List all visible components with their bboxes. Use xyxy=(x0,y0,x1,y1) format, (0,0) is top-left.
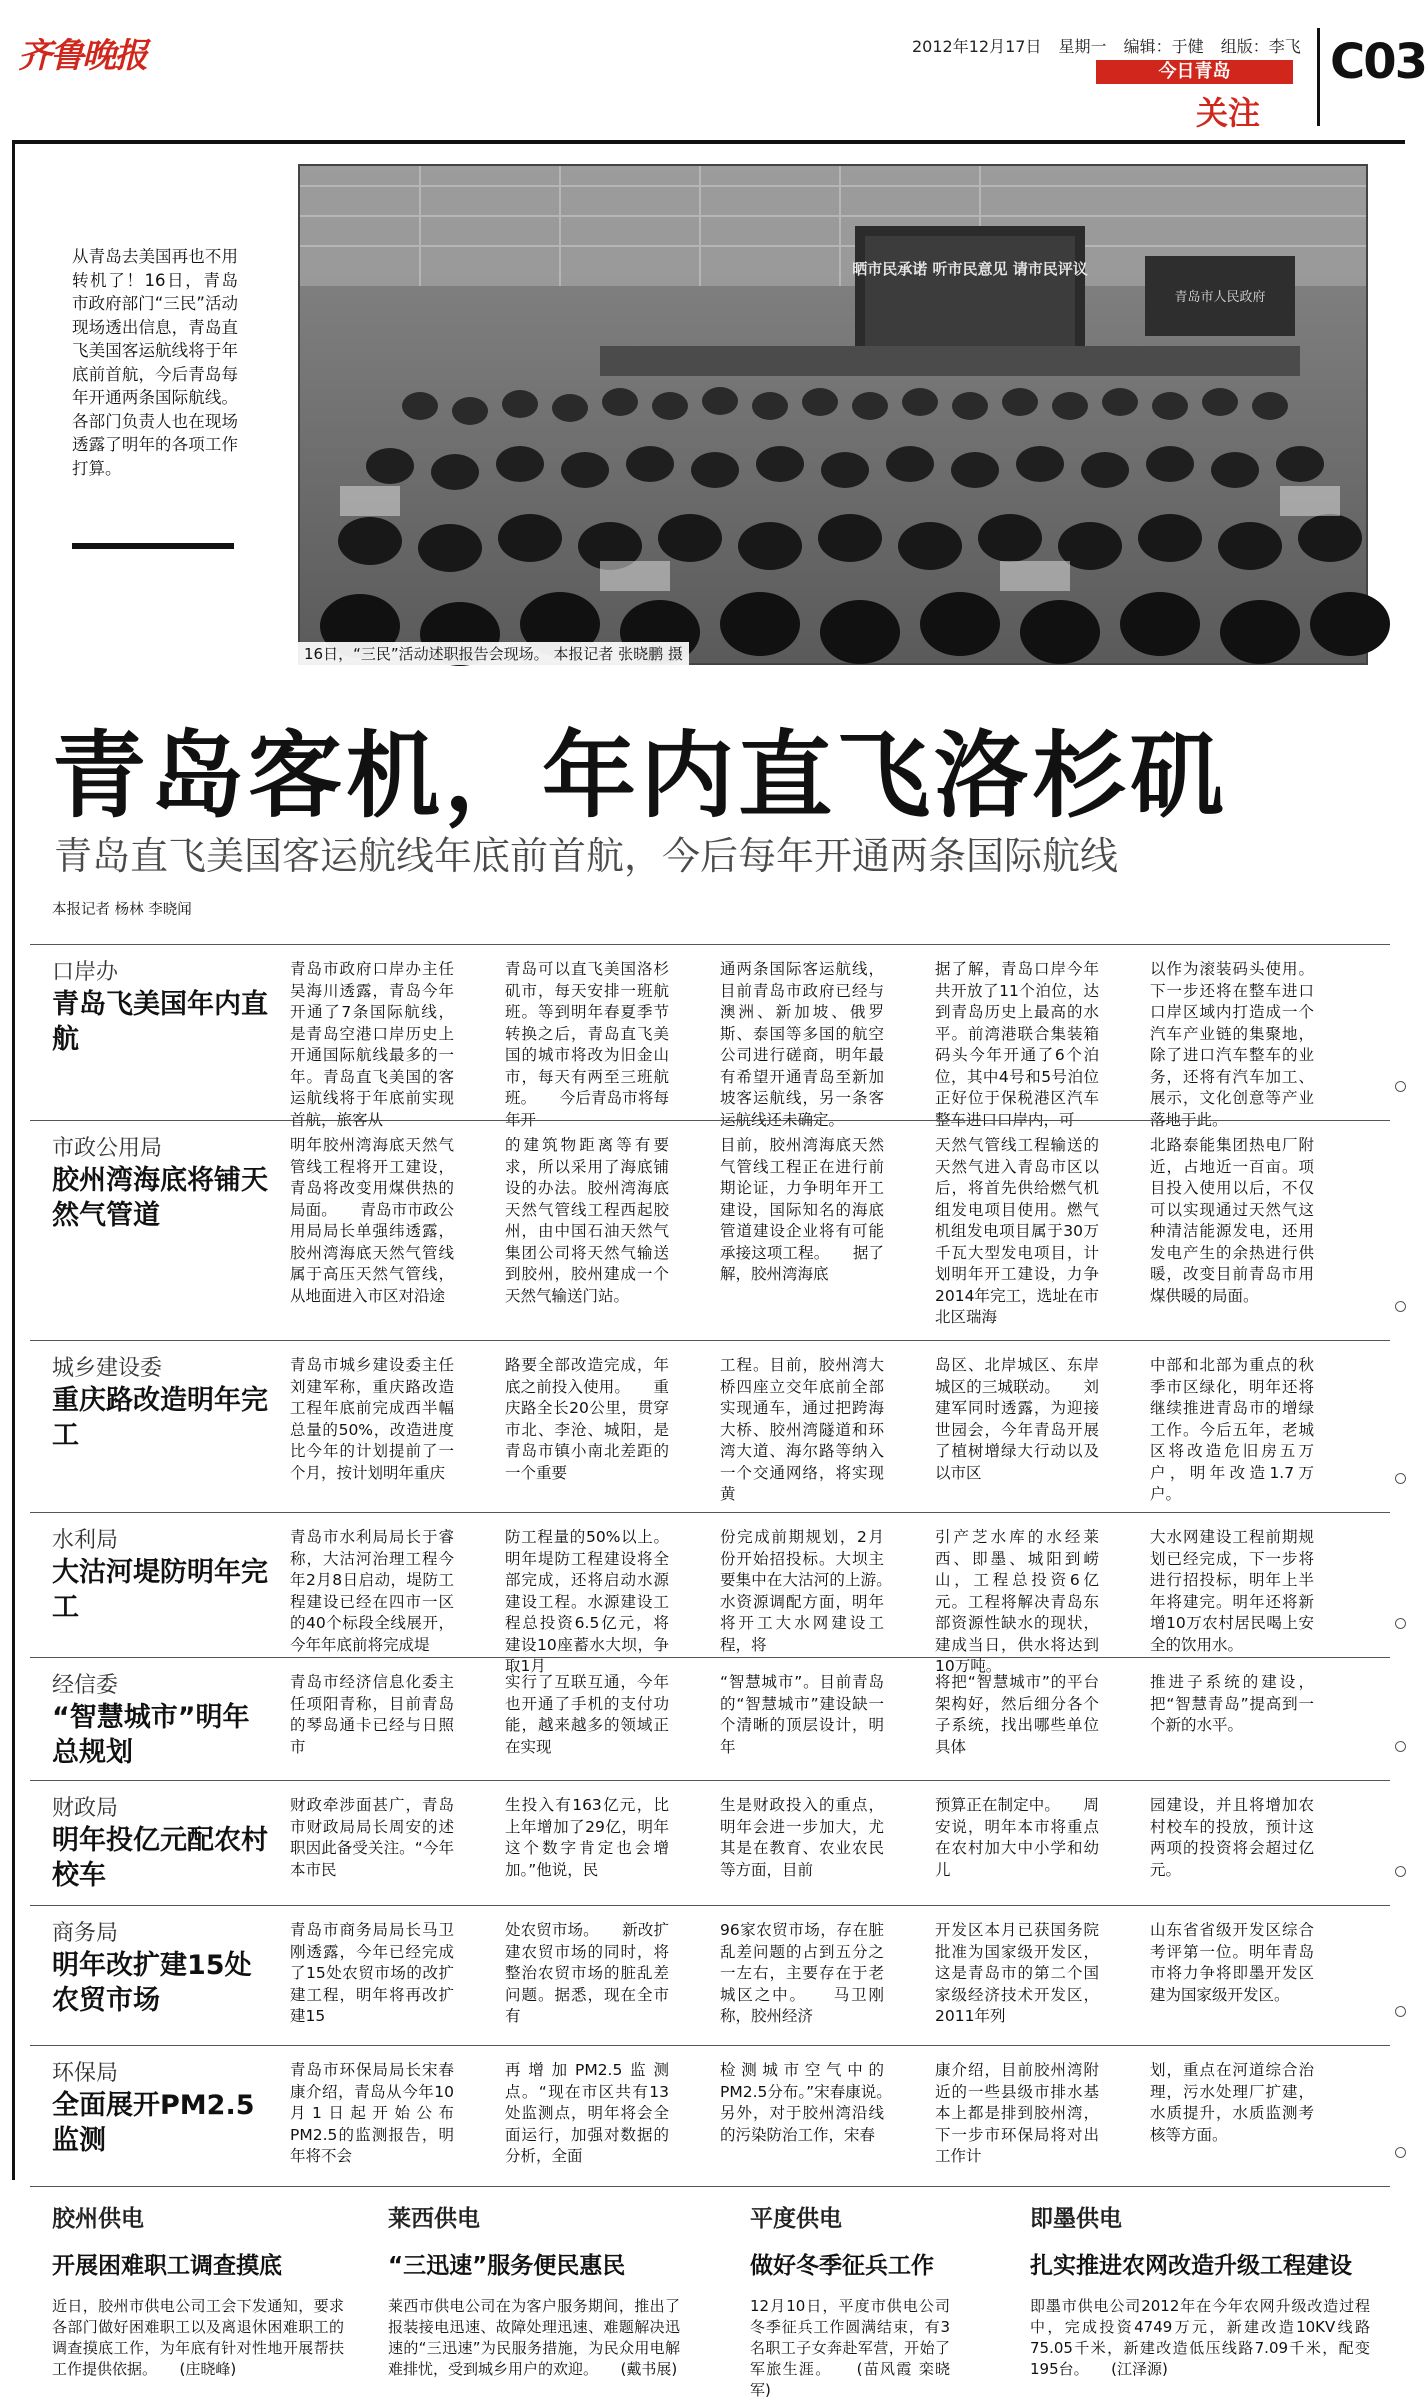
story-column: 财政牵涉面甚广，青岛市财政局局长周安的述职因此备受关注。“今年本市民 xyxy=(290,1796,454,1879)
story-column: 青岛市商务局局长马卫刚透露，今年已经完成了15处农贸市场的改扩建工程，明年将再改扩建15 xyxy=(290,1921,454,2025)
brief-text: 近日，胶州市供电公司工会下发通知，要求各部门做好困难职工以及离退休困难职工的调查摸底工作，为年底有针对性地开展帮扶工作提供依据。 (庄晓峰) xyxy=(52,2297,344,2378)
story-column: 青岛市环保局局长宋春康介绍，青岛从今年10月1日起开始公布PM2.5的监测报告，明年将不会 xyxy=(290,2061,454,2165)
brief-item xyxy=(388,2200,688,2380)
story-category: 财政局 xyxy=(52,1796,119,1821)
lead-bar xyxy=(72,543,234,549)
story-title: “智慧城市”明年总规划 xyxy=(52,1702,250,1768)
brief-title: 做好冬季征兵工作 xyxy=(750,2253,934,2279)
story-column: 工程。目前，胶州湾大桥四座立交年底前全部实现通车，通过把跨海大桥、胶州湾隧道和环湾大道、海尔路等纳入一个交通网络，将实现黄 xyxy=(720,1356,884,1503)
story-title: 明年投亿元配农村校车 xyxy=(52,1825,268,1891)
story-column: 检测城市空气中的PM2.5分布。”宋春康说。 另外，对于胶州湾沿线的污染防治工作，宋春 xyxy=(720,2061,916,2144)
story-column: 预算正在制定中。 周安说，明年本市将重点在农村加大中小学和幼儿 xyxy=(935,1796,1099,1879)
story-column: 北路泰能集团热电厂附近，占地近一百亩。项目投入使用以后，不仅可以实现通过天然气这种清洁能源发电，还用发电产生的余热进行供暖，改变目前青岛市用煤供暖的局面。 xyxy=(1150,1136,1314,1305)
story-column: 岛区、北岸城区、东岸城区的三城联动。 刘建军同时透露，为迎接世园会，今年青岛开展了植树增绿大行动以及以市区 xyxy=(935,1356,1099,1482)
story-category: 市政公用局 xyxy=(52,1136,163,1161)
story-column: 青岛市城乡建设委主任刘建军称，重庆路改造工程年底前完成西半幅总量的50%，改造进度比今年的计划提前了一个月，按计划明年重庆 xyxy=(290,1356,454,1482)
page-number: C03 xyxy=(1330,34,1426,90)
story-category: 环保局 xyxy=(52,2061,119,2086)
story-column: 据了解，青岛口岸今年共开放了11个泊位，达到青岛历史上最高的水平。前湾港联合集装箱码头今年开通了6个泊位，其中4号和5号泊位正好位于保税港区汽车整车进口口岸内，可 xyxy=(935,960,1099,1129)
story-column: 目前，胶州湾海底天然气管线工程正在进行前期论证，力争明年开工建设，国际知名的海底管道建设企业将有可能承接这项工程。 据了解，胶州湾海底 xyxy=(720,1136,884,1283)
story-column: “智慧城市”。目前青岛的“智慧城市”建设缺一个清晰的顶层设计，明年 xyxy=(720,1673,884,1756)
brief-text: 即墨市供电公司2012年在今年农网升级改造过程中，完成投资4749万元，新建改造10KV线路75.05千米，新建改造低压线路7.09千米，配变195台。 (江泽源) xyxy=(1030,2297,1370,2378)
photo-caption: 16日，“三民”活动述职报告会现场。 本报记者 张晓鹏 摄 xyxy=(298,642,689,665)
header-info xyxy=(912,34,1313,57)
story-section xyxy=(30,1120,1390,1340)
story-column: 生是财政投入的重点，明年会进一步加大，尤其是在教育、农业农民等方面，目前 xyxy=(720,1796,884,1879)
brief-item xyxy=(52,2200,352,2380)
continue-circle-icon xyxy=(1395,1081,1406,1092)
story-category: 城乡建设委 xyxy=(52,1356,163,1381)
story-category: 经信委 xyxy=(52,1673,119,1698)
brief-item xyxy=(750,2200,1050,2401)
screen-text: 晒市民承诺 听市民意见 请市民评议 xyxy=(852,260,1088,278)
story-column: 山东省省级开发区综合考评第一位。明年青岛市将力争将即墨开发区建为国家级开发区。 xyxy=(1150,1921,1314,2004)
section-title: 关注 xyxy=(1196,94,1261,132)
continue-circle-icon xyxy=(1395,2147,1406,2158)
byline: 本报记者 杨林 李晓闻 xyxy=(52,902,192,918)
story-column: 康介绍，目前胶州湾附近的一些县级市排水基本上都是排到胶州湾，下一步市环保局将对出工作计 xyxy=(935,2061,1099,2165)
continue-circle-icon xyxy=(1395,1301,1406,1312)
story-title: 明年改扩建15处农贸市场 xyxy=(52,1950,252,2016)
designer-credit: 组版：李飞 xyxy=(1220,37,1301,56)
story-column: 份完成前期规划，2月份开始招投标。大坝主要集中在大沽河的上游。 水资源调配方面，明年将开工大水网建设工程，将 xyxy=(720,1528,916,1654)
story-column: 青岛市经济信息化委主任项阳青称，目前青岛的琴岛通卡已经与日照市 xyxy=(290,1673,454,1756)
body-frame-line xyxy=(12,144,15,2180)
story-column: 通两条国际客运航线，目前青岛市政府已经与澳洲、新加坡、俄罗斯、泰国等多国的航空公司进行磋商，明年最有希望开通青岛至新加坡客运航线，另一条客运航线还未确定。 xyxy=(720,960,884,1129)
story-section xyxy=(30,2045,1390,2186)
story-column: 实行了互联互通，今年也开通了手机的支付功能，越来越多的领域正在实现 xyxy=(505,1673,669,1756)
story-column: 中部和北部为重点的秋季市区绿化，明年还将继续推进青岛市的增绿工作。今后五年，老城区将改造危旧房五万户，明年改造1.7万户。 xyxy=(1150,1356,1314,1503)
story-column: 青岛市政府口岸办主任吴海川透露，青岛今年开通了7条国际航线，是青岛空港口岸历史上开通国际航线最多的一年。青岛直飞美国的客运航线将于年底前实现首航，旅客从 xyxy=(290,960,454,1129)
story-column: 明年胶州湾海底天然气管线工程将开工建设，青岛将改变用煤供热的局面。 青岛市市政公用局局长单强纬透露，胶州湾海底天然气管线属于高压天然气管线，从地面进入市区对沿途 xyxy=(290,1136,454,1305)
issue-weekday: 星期一 xyxy=(1058,37,1107,56)
subheadline: 青岛直飞美国客运航线年底前首航，今后每年开通两条国际航线 xyxy=(54,834,1119,878)
brief-category: 平度供电 xyxy=(750,2206,842,2232)
story-column: 开发区本月已获国务院批准为国家级开发区，这是青岛市的第二个国家级经济技术开发区，2011年列 xyxy=(935,1921,1099,2025)
story-title: 青岛飞美国年内直航 xyxy=(52,989,268,1055)
story-column: 天然气管线工程输送的天然气进入青岛市区以后，将首先供给燃气机组发电项目使用。燃气机组发电项目属于30万千瓦大型发电项目，计划明年开工建设，力争2014年完工，选址在市北区瑞海 xyxy=(935,1136,1099,1326)
continue-circle-icon xyxy=(1395,1473,1406,1484)
story-column: 路要全部改造完成，年底之前投入使用。 重庆路全长20公里，贯穿市北、李沧、城阳，是青岛市镇小南北差距的一个重要 xyxy=(505,1356,669,1482)
section-tag: 今日青岛 xyxy=(1096,60,1293,84)
story-column: 防工程量的50%以上。明年堤防工程建设将全部完成，还将启动水源建设工程。水源建设工程总投资6.5亿元，将建设10座蓄水大坝，争取1月 xyxy=(505,1528,669,1675)
masthead-logo: 齐鲁晚报 xyxy=(18,36,146,76)
story-section xyxy=(30,1512,1390,1675)
banner-text: 青岛市人民政府 xyxy=(1174,290,1266,305)
bottom-rule xyxy=(30,2186,1390,2187)
continue-circle-icon xyxy=(1395,2006,1406,2017)
brief-category: 即墨供电 xyxy=(1030,2206,1122,2232)
brief-title: 扎实推进农网改造升级工程建设 xyxy=(1030,2253,1352,2279)
story-title: 胶州湾海底将铺天然气管道 xyxy=(52,1165,268,1231)
story-column: 青岛市水利局局长于睿称，大沽河治理工程今年2月8日启动，堤防工程建设已经在四市一区的40个标段全线展开，今年年底前将完成堤 xyxy=(290,1528,454,1654)
header-rule xyxy=(12,140,1405,144)
brief-category: 胶州供电 xyxy=(52,2206,144,2232)
story-category: 口岸办 xyxy=(52,960,119,985)
story-column: 的建筑物距离等有要求，所以采用了海底铺设的办法。胶州湾海底天然气管线工程西起胶州，由中国石油天然气集团公司将天然气输送到胶州，胶州建成一个天然气输送门站。 xyxy=(505,1136,669,1305)
story-column: 再增加PM2.5监测点。“现在市区共有13处监测点，明年将会全面运行，加强对数据的分析，全面 xyxy=(505,2061,669,2165)
story-column: 推进子系统的建设，把“智慧青岛”提高到一个新的水平。 xyxy=(1150,1673,1314,1734)
story-category: 水利局 xyxy=(52,1528,119,1553)
story-column: 96家农贸市场，存在脏乱差问题的占到五分之一左右，主要存在于老城区之中。 马卫刚称，胶州经济 xyxy=(720,1921,884,2025)
brief-title: “三迅速”服务便民惠民 xyxy=(388,2253,626,2279)
story-section xyxy=(30,1657,1390,1780)
issue-date: 2012年12月17日 xyxy=(912,37,1042,56)
story-title: 大沽河堤防明年完工 xyxy=(52,1557,268,1623)
story-section xyxy=(30,1340,1390,1512)
story-column: 划，重点在河道综合治理，污水处理厂扩建，水质提升，水质监测考核等方面。 xyxy=(1150,2061,1314,2144)
editor-credit: 编辑：于健 xyxy=(1123,37,1204,56)
story-section xyxy=(30,1905,1390,2045)
lead-paragraph: 从青岛去美国再也不用转机了！16日，青岛市政府部门“三民”活动现场透出信息，青岛直飞美国客运航线将于年底前首航，今后青岛每年开通两条国际航线。各部门负责人也在现场透露了明年的各项工作打算。 xyxy=(72,247,238,478)
story-column: 处农贸市场。 新改扩建农贸市场的同时，将整治农贸市场的脏乱差问题。据悉，现在全市有 xyxy=(505,1921,669,2025)
brief-category: 莱西供电 xyxy=(388,2206,480,2232)
story-column: 生投入有163亿元，比上年增加了29亿，明年这个数字肯定也会增加。”他说，民 xyxy=(505,1796,669,1879)
continue-circle-icon xyxy=(1395,1618,1406,1629)
continue-circle-icon xyxy=(1395,1866,1406,1877)
story-column: 大水网建设工程前期规划已经完成，下一步将进行招投标，明年上半年将建完。明年还将新增10万农村居民喝上安全的饮用水。 xyxy=(1150,1528,1314,1654)
story-category: 商务局 xyxy=(52,1921,119,1946)
brief-text: 12月10日，平度市供电公司冬季征兵工作圆满结束，有3名职工子女奔赴军营，开始了军旅生涯。 (苗风霞 栾晓军) xyxy=(750,2297,950,2399)
story-title: 全面展开PM2.5监测 xyxy=(52,2090,255,2156)
story-column: 将把“智慧城市”的平台架构好，然后细分各个子系统，找出哪些单位具体 xyxy=(935,1673,1099,1756)
continue-circle-icon xyxy=(1395,1741,1406,1752)
brief-text: 莱西市供电公司在为客户服务期间，推出了报装接电迅速、故障处理迅速、难题解决迅速的“三迅速”为民服务措施，为民众用电解难排忧，受到城乡用户的欢迎。 (戴书展) xyxy=(388,2297,680,2378)
news-photo xyxy=(298,164,1368,665)
story-column: 园建设，并且将增加农村校车的投放，预计这两项的投资将会超过亿元。 xyxy=(1150,1796,1314,1879)
headline: 青岛客机，年内直飞洛杉矶 xyxy=(52,722,1229,831)
story-title: 重庆路改造明年完工 xyxy=(52,1385,268,1451)
story-column: 引产芝水库的水经莱西、即墨、城阳到崂山，工程总投资6亿元。工程将解决青岛东部资源性缺水的现状，建成当日，供水将达到10万吨。 xyxy=(935,1528,1099,1675)
story-section xyxy=(30,944,1390,1129)
header-divider xyxy=(1317,28,1320,126)
story-column: 青岛可以直飞美国洛杉矶市，每天安排一班航班。等到明年春夏季节转换之后，青岛直飞美国的城市将改为旧金山市，每天有两至三班航班。 今后青岛市将每年开 xyxy=(505,960,669,1129)
story-section xyxy=(30,1780,1390,1905)
brief-item xyxy=(1030,2200,1370,2380)
brief-title: 开展困难职工调查摸底 xyxy=(52,2253,282,2279)
story-column: 以作为滚装码头使用。下一步还将在整车进口口岸区域内打造成一个汽车产业链的集聚地，除了进口汽车整车的业务，还将有汽车加工、展示，文化创意等产业落地于此。 xyxy=(1150,960,1314,1129)
